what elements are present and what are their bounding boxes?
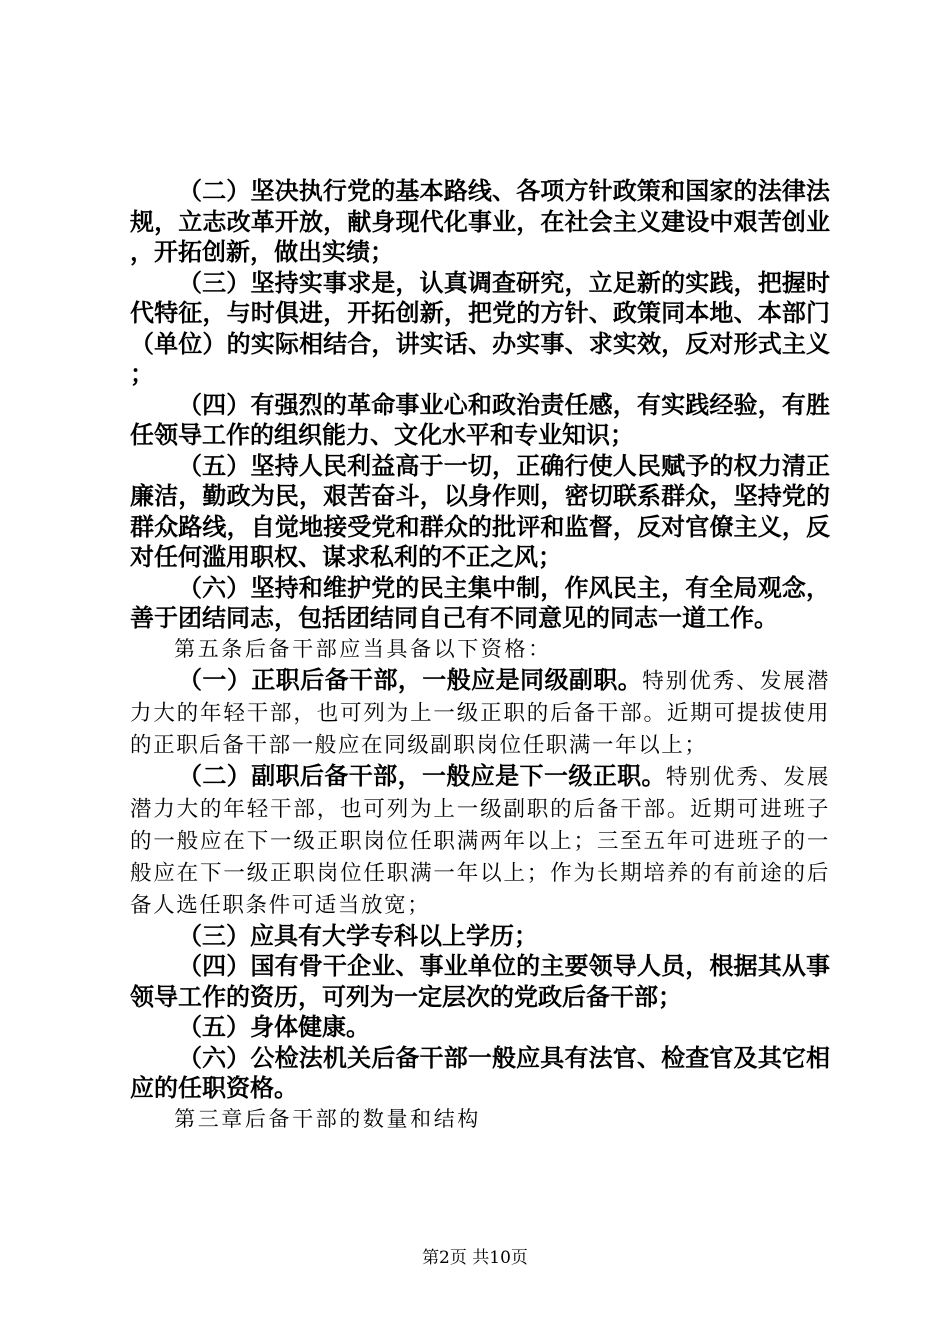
paragraph-lead: （一）正职后备干部，一般应是同级副职。	[178, 665, 643, 694]
paragraph: （二）坚决执行党的基本路线、各项方针政策和国家的法律法规，立志改革开放，献身现代化事业，在社会主义建设中艰苦创业，开拓创新，做出实绩；	[130, 177, 830, 266]
paragraph: （三）坚持实事求是，认真调查研究，立足新的实践，把握时代特征，与时俱进，开拓创新，把党的方针、政策同本地、本部门（单位）的实际相结合，讲实话、办实事、求实效，反对形式主义；	[130, 268, 830, 388]
paragraph: （四）有强烈的革命事业心和政治责任感，有实践经验，有胜任领导工作的组织能力、文化水平和专业知识；	[130, 390, 830, 449]
paragraph: （三）应具有大学专科以上学历；	[178, 921, 538, 950]
paragraph	[130, 665, 830, 761]
article-heading: 第五条后备干部应当具备以下资格：	[174, 636, 552, 661]
paragraph-rest: 特别优秀、发展潜力大的年轻干部，也可列为上一级正职的后备干部。近期可提拔使用的正职后备干部一般应在同级副职岗位任职满一年以上；	[130, 668, 831, 758]
paragraph-lead: （二）副职后备干部，一般应是下一级正职。	[178, 761, 666, 790]
paragraph: （四）国有骨干企业、事业单位的主要领导人员，根据其从事领导工作的资历，可列为一定层次的党政后备干部；	[130, 952, 830, 1011]
document-body	[130, 176, 830, 1135]
paragraph: （六）坚持和维护党的民主集中制，作风民主，有全局观念，善于团结同志，包括团结同自己有不同意见的同志一道工作。	[130, 573, 830, 632]
chapter-heading: 第三章后备干部的数量和结构	[174, 1106, 481, 1131]
paragraph	[130, 761, 830, 921]
paragraph: （五）坚持人民利益高于一切，正确行使人民赋予的权力清正廉洁，勤政为民，艰苦奋斗，以身作则，密切联系群众，坚持党的群众路线，自觉地接受党和群众的批评和监督，反对官僚主义，反对任何滥用职权、谋求私利的不正之风；	[130, 451, 830, 571]
page-footer: 第2页 共10页	[422, 1248, 528, 1268]
paragraph: （六）公检法机关后备干部一般应具有法官、检查官及其它相应的任职资格。	[130, 1043, 830, 1102]
paragraph-rest: 特别优秀、发展潜力大的年轻干部，也可列为上一级副职的后备干部。近期可进班子的一般应在下一级正职岗位任职满两年以上；三至五年可进班子的一般应在下一级正职岗位任职满一年以上；作为长期培养的有前途的后备人选任职条件可适当放宽；	[130, 764, 830, 918]
paragraph: （五）身体健康。	[178, 1013, 370, 1041]
